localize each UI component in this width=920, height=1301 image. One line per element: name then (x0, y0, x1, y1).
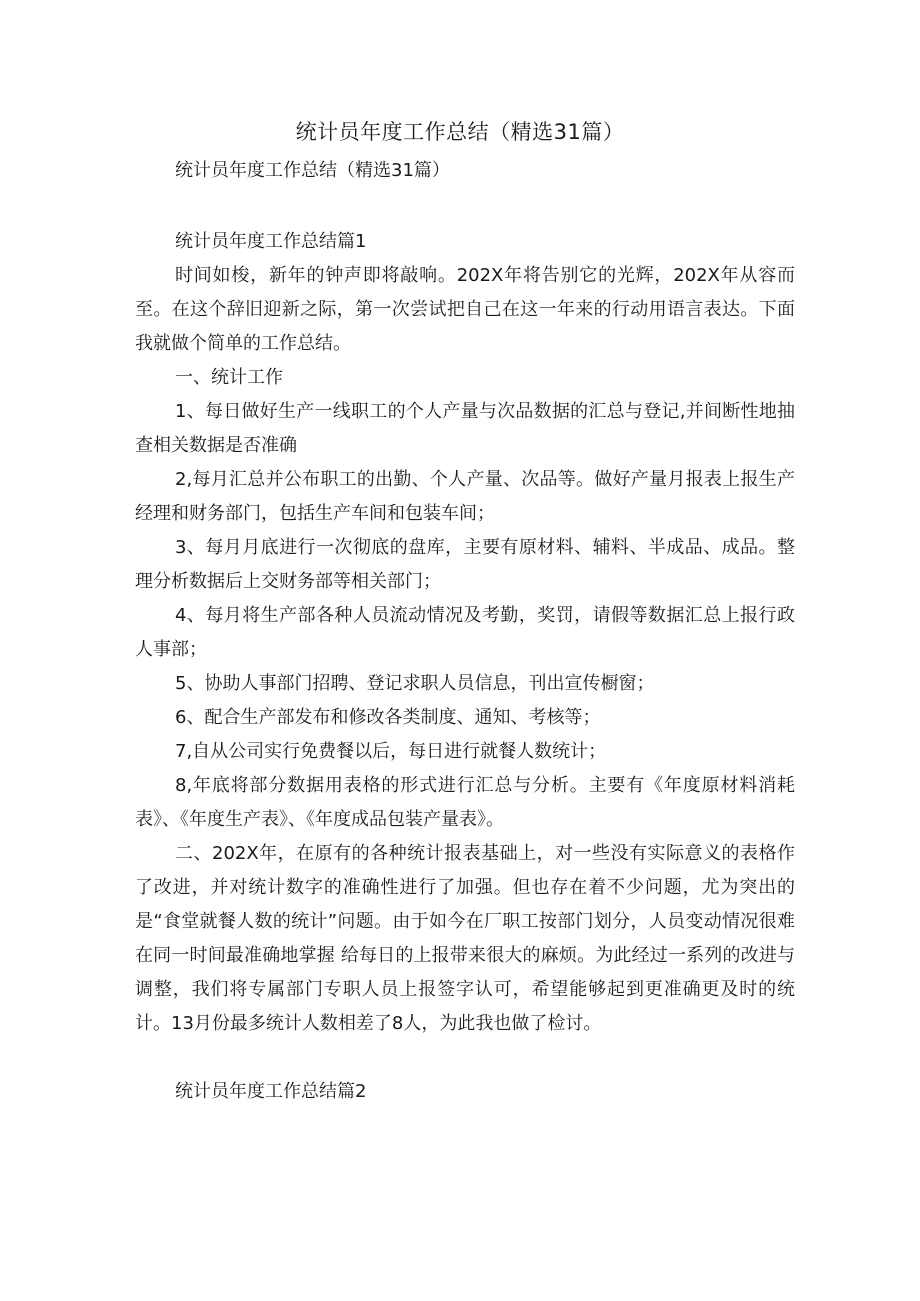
paragraph-item-7: 7,自从公司实行免费餐以后，每日进行就餐人数统计； (175, 741, 607, 762)
paragraph-item-1: 1、每日做好生产一线职工的个人产量与次品数据的汇总与登记,并间断性地抽查相关数据是否准确 (135, 401, 795, 456)
paragraph-item-2: 2,每月汇总并公布职工的出勤、个人产量、次品等。做好产量月报表上报生产经理和财务部门，包括生产车间和包装车间； (135, 469, 795, 524)
paragraph-section-two: 二、202X年，在原有的各种统计报表基础上，对一些没有实际意义的表格作了改进，并对统计数字的准确性进行了加强。但也存在着不少问题，尤为突出的是“食堂就餐人数的统计”问题。由于如今在厂职工按部门划分，人员变动情况很难在同一时间最准确地掌握 给每日的上报带来很大的麻烦。为此经过一系列的改进与调整，我们将专属部门专职人员上报签字认可，希望能够起到更准确更及时的统计。13月份最多统计人数相差了8人，为此我也做了检讨。 (135, 843, 795, 1034)
paragraph-item-8: 8,年底将部分数据用表格的形式进行汇总与分析。主要有《年度原材料消耗表》、《年度生产表》、《年度成品包装产量表》。 (135, 775, 795, 830)
section-heading-2: 统计员年度工作总结篇2 (175, 1081, 367, 1102)
paragraph-item-3: 3、每月月底进行一次彻底的盘库，主要有原材料、辅料、半成品、成品。整理分析数据后上交财务部等相关部门； (135, 537, 795, 592)
section-heading-1: 统计员年度工作总结篇1 (175, 231, 367, 252)
paragraph-item-6: 6、配合生产部发布和修改各类制度、通知、考核等； (175, 707, 601, 728)
paragraph-item-5: 5、协助人事部门招聘、登记求职人员信息，刊出宣传橱窗； (175, 673, 655, 694)
paragraph-heading-stat-work: 一、统计工作 (175, 367, 283, 388)
paragraph-intro: 时间如梭，新年的钟声即将敲响。202X年将告别它的光辉，202X年从容而至。在这个辞旧迎新之际，第一次尝试把自己在这一年来的行动用语言表达。下面我就做个简单的工作总结。 (135, 265, 795, 354)
section-spacer (135, 1041, 795, 1075)
document-subtitle: 统计员年度工作总结（精选31篇） (175, 160, 450, 181)
paragraph-item-4: 4、每月将生产部各种人员流动情况及考勤，奖罚，请假等数据汇总上报行政人事部； (135, 605, 795, 660)
document-title: 统计员年度工作总结（精选31篇） (295, 120, 625, 144)
document-body (135, 225, 795, 1109)
